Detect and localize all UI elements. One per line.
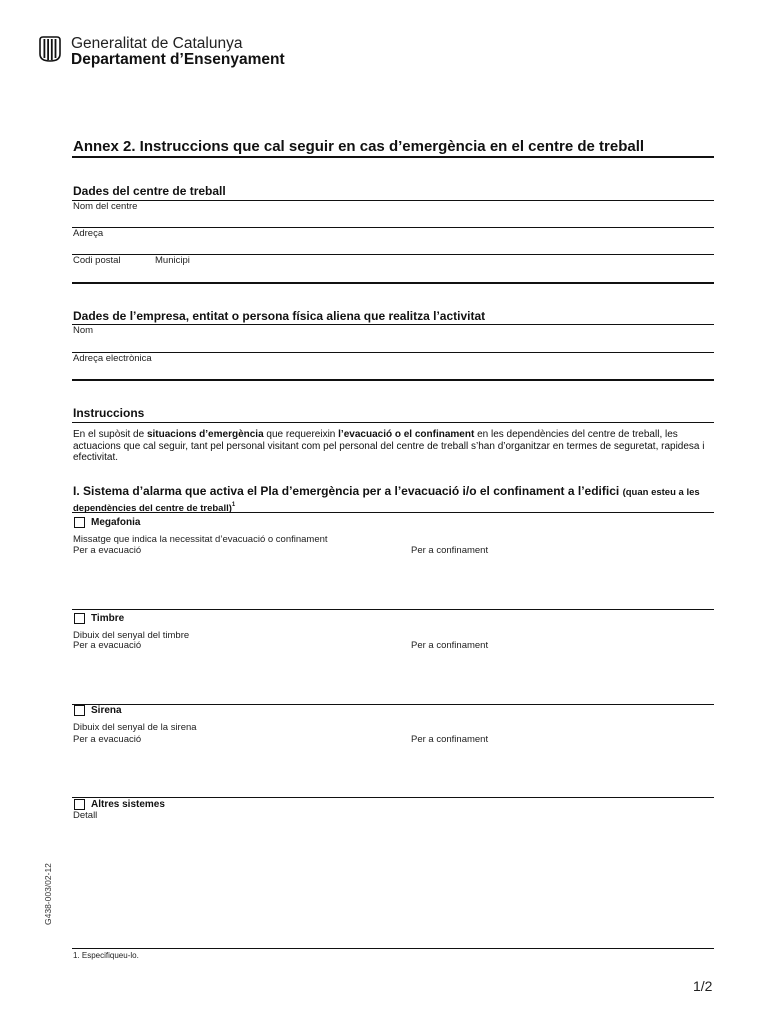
- timbre-area-bottom: [72, 704, 714, 705]
- megafonia-desc: Missatge que indica la necessitat d’evacuació o confinament: [73, 534, 328, 545]
- generalitat-bars-logo-icon: [38, 36, 62, 62]
- timbre-evacuacio-label: Per a evacuació: [73, 640, 142, 651]
- megafonia-evacuacio-label: Per a evacuació: [73, 545, 142, 556]
- sirena-confinament-label: Per a confinament: [411, 734, 489, 745]
- divider: [72, 200, 714, 201]
- sirena-desc: Dibuix del senyal de la sirena: [73, 722, 197, 733]
- field-nom-centre-line[interactable]: [72, 227, 714, 228]
- section-empresa-heading: Dades de l’empresa, entitat o persona física aliena que realitza l’activitat: [73, 309, 486, 323]
- footnote: 1. Especifiqueu-lo.: [73, 951, 139, 960]
- field-label-municipi: Municipi: [155, 255, 190, 266]
- form-code: G438-003/02-12: [43, 863, 53, 925]
- altres-sistemes-detall-label: Detall: [73, 810, 98, 821]
- field-label-nom-centre: Nom del centre: [73, 201, 138, 212]
- field-label-email: Adreça electrònica: [73, 353, 152, 364]
- timbre-checkbox[interactable]: [74, 613, 85, 624]
- sirena-label: Sirena: [91, 705, 122, 716]
- page-title: Annex 2. Instruccions que cal seguir en cas d’emergència en el centre de treball: [73, 138, 645, 155]
- altres-area-bottom: [72, 948, 714, 949]
- divider: [72, 324, 714, 325]
- altres-sistemes-checkbox[interactable]: [74, 799, 85, 810]
- field-email-line[interactable]: [72, 379, 714, 381]
- section-alarma-heading: I. Sistema d’alarma que activa el Pla d’emergència per a l’evacuació i/o el confinament a l’edifici (quan esteu a les dependències del centre de treball)$^1$: [73, 484, 700, 514]
- timbre-confinament-label: Per a confinament: [411, 640, 489, 651]
- field-label-adreca: Adreça: [73, 228, 104, 239]
- department-name: Departament d’Ensenyament: [71, 51, 285, 68]
- org-name: Generalitat de Catalunya: [71, 35, 243, 52]
- field-codi-municipi-line[interactable]: [72, 282, 714, 284]
- megafonia-label: Megafonia: [91, 517, 141, 528]
- title-rule: [72, 156, 714, 158]
- field-label-codi-postal: Codi postal: [73, 255, 121, 266]
- instructions-paragraph: En el supòsit de situacions d’emergència que requereixin l’evacuació o el confinament en les dependències del centre de treball, les actuacions que cal seguir, tant pel personal visitant com pel personal del centre de treball s’han d’organitzar en termes de seguretat, rapidesa i efectivitat.: [73, 429, 705, 463]
- divider: [72, 422, 714, 423]
- section-instruccions-heading: Instruccions: [73, 406, 145, 420]
- sirena-area-bottom: [72, 797, 714, 798]
- page-number: 1/2: [693, 978, 713, 994]
- megafonia-confinament-label: Per a confinament: [411, 545, 489, 556]
- field-nom-line[interactable]: [72, 352, 714, 353]
- divider: [72, 512, 714, 513]
- altres-sistemes-label: Altres sistemes: [91, 799, 165, 810]
- sirena-checkbox[interactable]: [74, 705, 85, 716]
- field-label-nom: Nom: [73, 325, 94, 336]
- megafonia-checkbox[interactable]: [74, 517, 85, 528]
- section-centre-heading: Dades del centre de treball: [73, 184, 226, 198]
- timbre-desc: Dibuix del senyal del timbre: [73, 630, 190, 641]
- megafonia-area-bottom: [72, 609, 714, 610]
- timbre-label: Timbre: [91, 613, 125, 624]
- sirena-evacuacio-label: Per a evacuació: [73, 734, 142, 745]
